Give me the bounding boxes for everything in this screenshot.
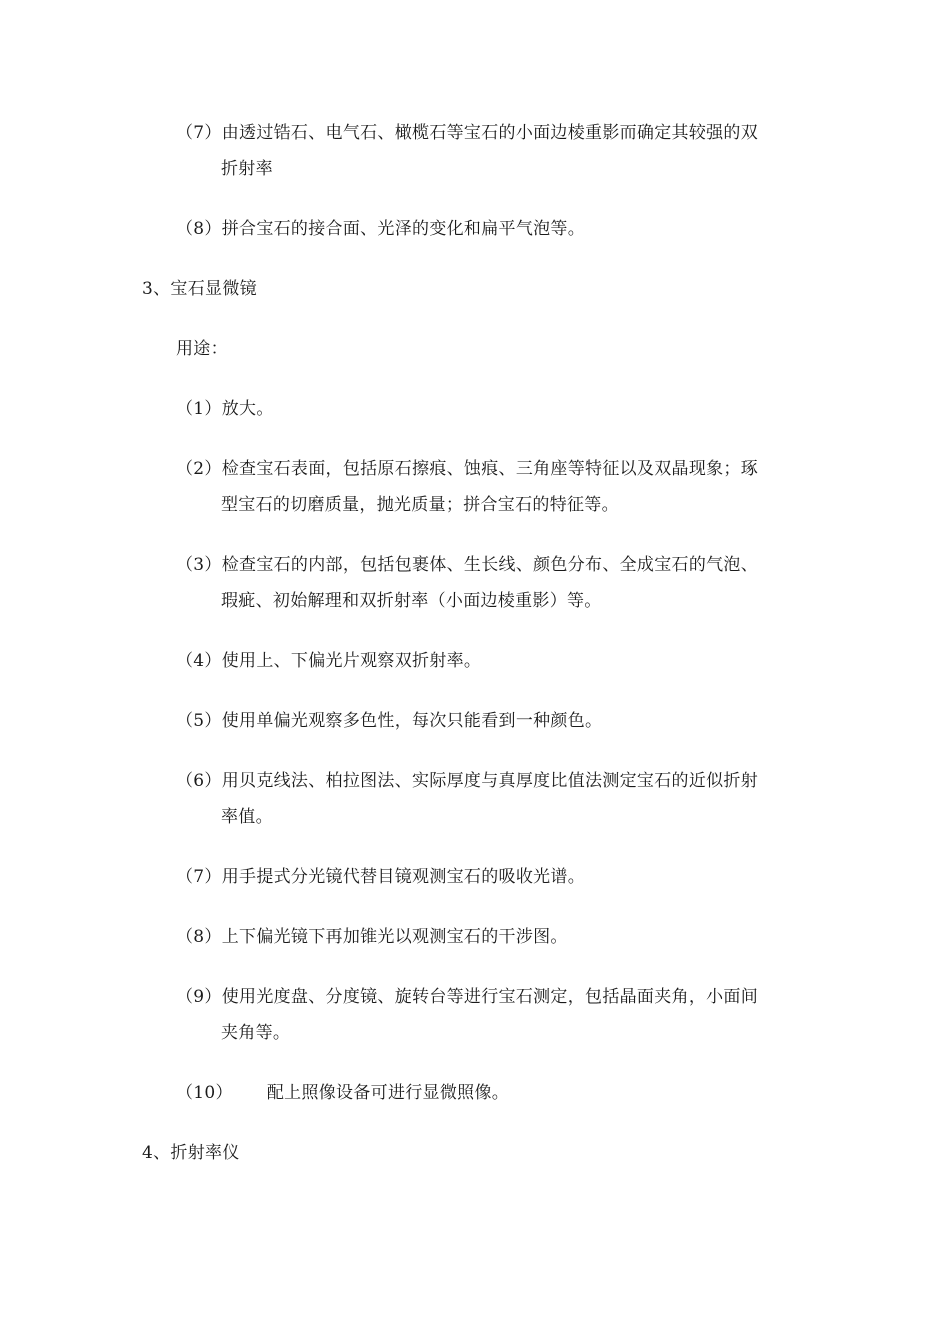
item-b9-line2: 夹角等。	[221, 1023, 291, 1043]
item-a7-line1: （7）由透过锆石、电气石、橄榄石等宝石的小面边棱重影而确定其较强的双	[176, 123, 759, 143]
item-b5: （5）使用单偏光观察多色性，每次只能看到一种颜色。	[176, 711, 603, 731]
item-a8: （8）拼合宝石的接合面、光泽的变化和扁平气泡等。	[176, 219, 586, 239]
item-b6-line1: （6）用贝克线法、柏拉图法、实际厚度与真厚度比值法测定宝石的近似折射	[176, 771, 759, 791]
item-a7-line2: 折射率	[221, 159, 273, 179]
item-b4: （4）使用上、下偏光片观察双折射率。	[176, 651, 482, 671]
section-heading-3: 3、宝石显微镜	[142, 279, 257, 299]
item-b3-line2: 瑕疵、初始解理和双折射率（小面边棱重影）等。	[221, 591, 602, 611]
item-b2-line1: （2）检查宝石表面，包括原石擦痕、蚀痕、三角座等特征以及双晶现象；琢	[176, 459, 759, 479]
item-b8: （8）上下偏光镜下再加锥光以观测宝石的干涉图。	[176, 927, 568, 947]
item-b10	[176, 1082, 509, 1104]
item-b10-text: 配上照像设备可进行显微照像。	[266, 1083, 510, 1103]
item-b3-line1: （3）检查宝石的内部，包括包裹体、生长线、颜色分布、全成宝石的气泡、	[176, 555, 759, 575]
item-b2-line2: 型宝石的切磨质量，抛光质量；拼合宝石的特征等。	[221, 495, 619, 515]
item-b1: （1）放大。	[176, 399, 274, 419]
item-b9-line1: （9）使用光度盘、分度镜、旋转台等进行宝石测定，包括晶面夹角，小面间	[176, 987, 759, 1007]
item-b10-number: （10）	[176, 1083, 233, 1103]
section-heading-4: 4、折射率仪	[142, 1143, 240, 1163]
item-b6-line2: 率值。	[221, 807, 273, 827]
usage-label: 用途：	[176, 339, 228, 359]
item-b7: （7）用手提式分光镜代替目镜观测宝石的吸收光谱。	[176, 867, 586, 887]
